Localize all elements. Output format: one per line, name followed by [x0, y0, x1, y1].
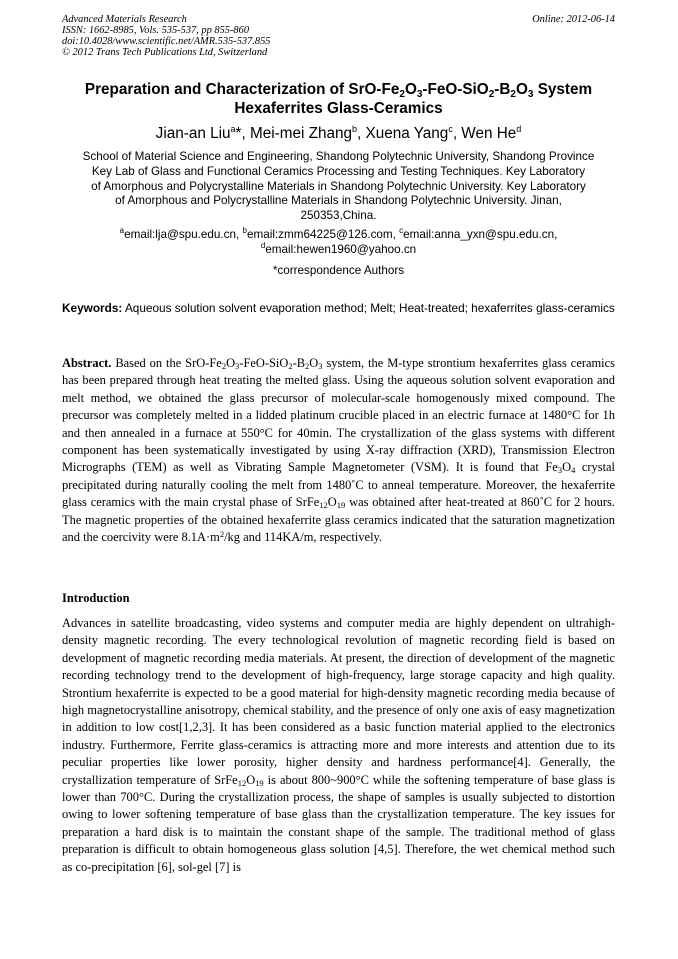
- email-link[interactable]: email:anna_yxn@spu.edu.cn,: [403, 228, 558, 241]
- journal-header: [62, 14, 615, 58]
- introduction-paragraph: Advances in satellite broadcasting, video systems and computer media are highly dependent on ultrahigh-density magnetic recording. The every technological revolution of magnetic recording field is based on development of magnetic recording media materials. At present, the direction of development of the magnetic recording technology trend to the development of high-frequency, large storage capacity and high quality. Strontium hexaferrite is expected to be a good material for high-density magnetic recording media because of high magnetocrystalline anisotropy, chemical stability, and the presence of only one axis of easy magnetization in addition to low cost[1,2,3]. It has been considered as a basic function material applied to the electronics industry. Furthermore, Ferrite glass-ceramics is attracting more and more interests and attention due to its peculiar properties like lower porosity, higher density and hardness performance[4]. Generally, the crystallization temperature of $SrFe_{12}O_{19}$ is about 800~900°C while the softening temperature of base glass is lower than 700°C. During the crystallization process, the shape of samples is usually subjected to distortion owing to lower softening temperature of base glass than the crystallization temperature. The key issues for preparation a hard disk is to maintain the constant shape of the sample. The traditional method of glass preparation is difficult to obtain homogeneous glass solution [4,5]. Therefore, the wet chemical method such as co-precipitation [6], sol-gel [7] is: [62, 616, 615, 874]
- affiliation: School of Material Science and Engineering, Shandong Polytechnic University, Shandong Province Key Lab of Glass and Functional Ceramics Processing and Testing Techniques. Key Laboratory of Amorphous and Polycrystalline Materials in Shandong Polytechnic University. Key Laboratory of Amorphous and Polycrystalline Materials in Shandong Polytechnic University. Jinan, 250353,China.: [82, 150, 595, 223]
- keywords-text: Aqueous solution solvent evaporation method; Melt; Heat-treated; hexaferrites glass-ceramics: [122, 301, 615, 315]
- copyright-line: © 2012 Trans Tech Publications Ltd, Switzerland: [62, 47, 268, 58]
- doi-line: doi:10.4028/www.scientific.net/AMR.535-537.855: [62, 36, 271, 47]
- abstract: Abstract. Based on the SrO-$Fe_2O_3-FeO-SiO_2-B_2O_3$ system, the M-type strontium hexaferrites glass ceramics has been prepared through heat treating the melted glass. Using the aqueous solution solvent evaporation and melt method, we obtained the glass precursor of molecular-scale homogenously mixed compound. The precursor was completely melted in a lidded platinum crucible placed in an electric furnace at 1480°C for 1h and then annealed in a furnace at 550°C for 40min. The crystallization of the glass systems with different component has been systematically investigated by using X-ray diffraction (XRD), Transmission Electron Micrographs (TEM) as well as Vibrating Sample Magnetometer (VSM). It is found that $Fe_3O_4$ crystal precipitated during naturally cooling the melt from 1480˚C to anneal temperature. Moreover, the hexaferrite glass ceramics with the main crystal phase of $SrFe_{12}O_{19}$ was obtained after heat-treated at 860˚C for 2 hours. The magnetic properties of the obtained hexaferrite glass ceramics indicated that the saturation magnetization and the coercivity were $8.1A\cdot m^2/kg$ and 114KA/m, respectively.: [62, 356, 615, 545]
- section-heading-introduction: Introduction: [62, 591, 130, 605]
- keywords-label: Keywords:: [62, 301, 123, 315]
- email-link[interactable]: email:lja@spu.edu.cn,: [124, 228, 240, 241]
- author-name: Mei-mei Zhang: [245, 125, 352, 142]
- email-link[interactable]: email:zmm64225@126.com,: [246, 228, 396, 241]
- journal-name: Advanced Materials Research: [62, 14, 187, 25]
- email-link[interactable]: email:hewen1960@yahoo.cn: [265, 242, 417, 256]
- abstract-label: Abstract.: [62, 356, 112, 370]
- online-date: Online: 2012-06-14: [532, 14, 615, 25]
- correspondence-note: *correspondence Authors: [272, 264, 405, 277]
- author-list: Jian-an Liu$^a$*, Mei-mei Zhang$^b$, Xuena Yang$^c$, Wen He$^d$: [155, 124, 522, 142]
- paper-title: [62, 80, 615, 118]
- title-line-2: Hexaferrites Glass-Ceramics: [234, 100, 443, 117]
- author-name: Wen He: [457, 125, 517, 142]
- issn-line: ISSN: 1662-8985, Vols. 535-537, pp 855-860: [62, 25, 250, 36]
- author-name: Xuena Yang: [361, 125, 449, 142]
- keywords: [62, 300, 615, 317]
- author-emails: $^a$email:lja@spu.edu.cn, $^b$email:zmm64225@126.com, $^c$email:anna_yxn@spu.edu.cn, $^d$email:hewen1960@yahoo.cn: [119, 226, 558, 256]
- author-name: Jian-an Liu: [155, 125, 231, 142]
- title-line-1: Preparation and Characterization of SrO-$Fe_2O_3-FeO-SiO_2-B_2O_3$ System: [84, 81, 593, 100]
